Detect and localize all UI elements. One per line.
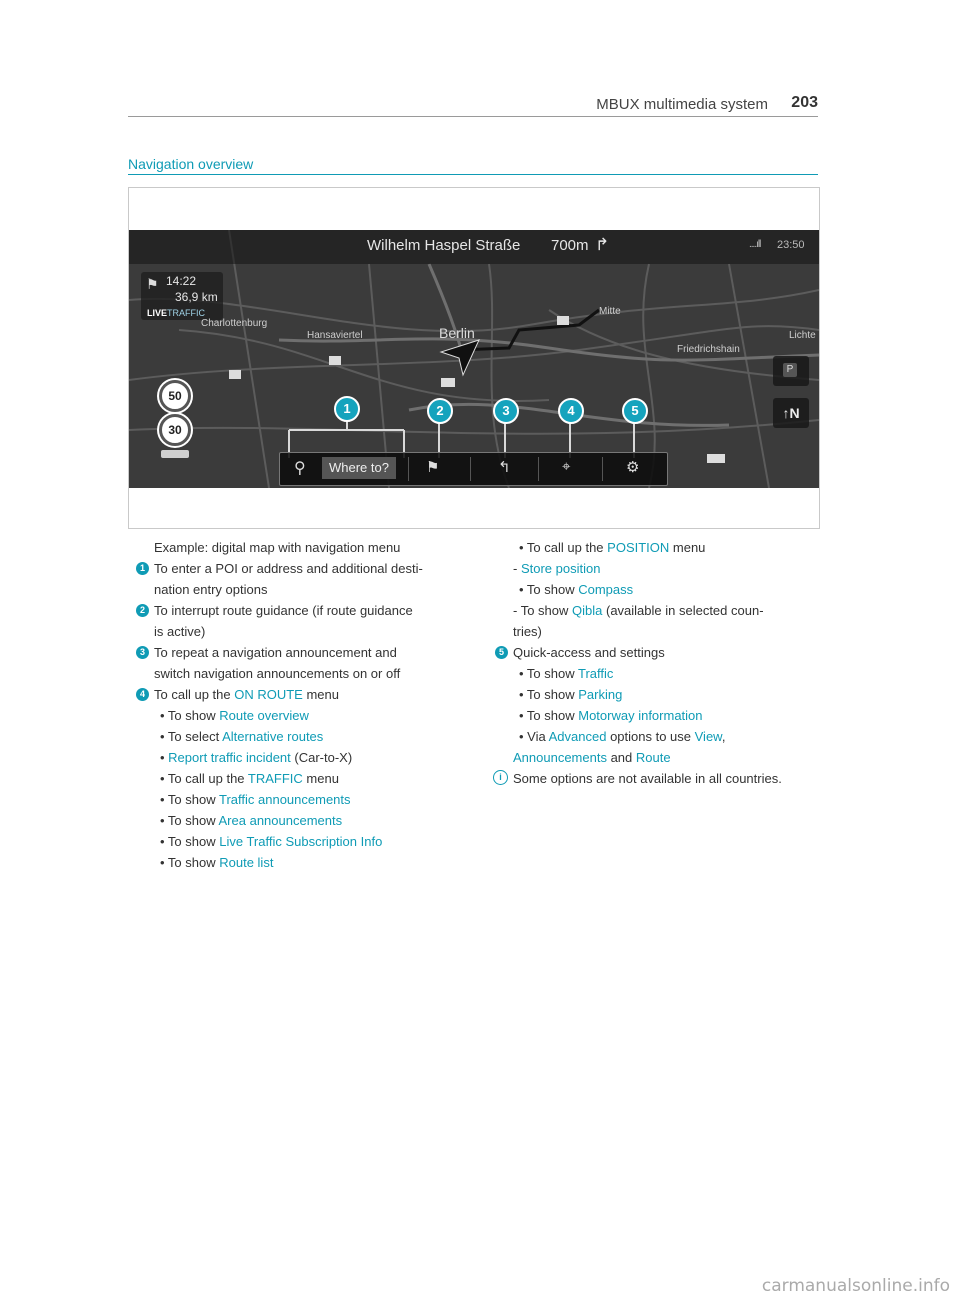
- eta-time: 14:22: [166, 274, 197, 288]
- note: [499, 768, 782, 789]
- search-icon[interactable]: ⚲: [294, 460, 306, 477]
- sub-item: [154, 726, 423, 747]
- sub-item: [154, 747, 423, 768]
- sub-item: [513, 663, 782, 684]
- sub-text: • To show: [160, 855, 220, 870]
- section-rule: [128, 174, 818, 175]
- item-text-cont: nation entry options: [154, 582, 268, 597]
- callout-3: 3: [493, 398, 519, 424]
- eta-panel: [141, 272, 223, 320]
- sub-text: • Via: [519, 729, 549, 744]
- sub-text: options to use: [606, 729, 695, 744]
- signal-strength-icon: ....ıll: [749, 239, 761, 250]
- watermark: carmanualsonline.info: [761, 1276, 950, 1296]
- menu-reference: POSITION: [607, 540, 670, 555]
- settings-gear-icon[interactable]: ⚙: [626, 459, 640, 476]
- item-number: 1: [136, 562, 149, 575]
- navigation-menu-bar: [279, 452, 668, 486]
- list-item: [139, 600, 423, 621]
- left-column: [139, 537, 423, 873]
- speed-limit-sign: 50: [159, 380, 191, 412]
- where-to-button[interactable]: Where to?: [322, 457, 396, 479]
- live-prefix: LIVE: [147, 308, 168, 318]
- parking-button[interactable]: [773, 356, 809, 386]
- live-suffix: TRAFFIC: [167, 308, 206, 318]
- repeat-announcement-icon[interactable]: ↰: [498, 459, 511, 476]
- sub-item: [513, 747, 782, 768]
- sub-text: • To call up the: [160, 771, 248, 786]
- sub-item: [154, 789, 423, 810]
- menu-reference: Area announcements: [218, 813, 343, 828]
- list-item: [139, 684, 423, 705]
- page-number: 203: [791, 94, 818, 111]
- menu-reference: Qibla: [572, 603, 603, 618]
- callout-1: 1: [334, 396, 360, 422]
- callout-5: 5: [622, 398, 648, 424]
- sub-text: • To show: [160, 792, 219, 807]
- menu-reference: TRAFFIC: [247, 771, 303, 786]
- sub-text: • To show: [519, 666, 578, 681]
- sub-text: • To show: [160, 708, 220, 723]
- position-pin-icon[interactable]: ⌖: [562, 458, 571, 475]
- callout-2: 2: [427, 398, 453, 424]
- sub-text-cont: tries): [513, 624, 542, 639]
- sub-text: • To select: [160, 729, 223, 744]
- menu-divider: [538, 457, 539, 481]
- header-rule: [128, 116, 818, 117]
- right-column: [498, 537, 782, 789]
- sub-item: [513, 579, 782, 600]
- note-text: Some options are not available in all countries.: [513, 771, 782, 786]
- item-text: To interrupt route guidance (if route guidance: [154, 603, 413, 618]
- menu-reference: Compass: [578, 582, 634, 597]
- sub-text: menu: [302, 771, 339, 786]
- item-text-cont: switch navigation announcements on or off: [154, 666, 401, 681]
- section-title: Navigation overview: [128, 156, 254, 172]
- menu-reference: Route list: [219, 855, 274, 870]
- map-label-charlottenburg: Charlottenburg: [201, 318, 268, 329]
- sub-item: [513, 726, 782, 747]
- sub-item: [513, 558, 782, 579]
- sub-text: • To show: [519, 582, 579, 597]
- item-number: 5: [495, 646, 508, 659]
- speed-camera-icon: [161, 450, 189, 458]
- sub-text: - To show: [513, 603, 573, 618]
- sub-text: (Car-to-X): [290, 750, 353, 765]
- sub-text: • To show: [160, 834, 220, 849]
- sub-text: menu: [669, 540, 706, 555]
- menu-divider: [408, 457, 409, 481]
- sub-text: • To show: [519, 687, 579, 702]
- menu-reference: Advanced: [548, 729, 607, 744]
- map-label-lichte: Lichte: [789, 330, 816, 341]
- item-text: Quick-access and settings: [513, 645, 665, 660]
- live-traffic-badge: [147, 308, 205, 318]
- list-item: [139, 642, 423, 663]
- sub-item: [513, 600, 782, 621]
- item-text: To enter a POI or address and additional desti-: [154, 561, 423, 576]
- map-label-berlin: Berlin: [439, 325, 475, 341]
- item-number: 2: [136, 604, 149, 617]
- maneuver-distance: 700m: [551, 237, 589, 254]
- sub-text: and: [606, 750, 636, 765]
- menu-reference: Route: [635, 750, 671, 765]
- menu-reference: Traffic announcements: [219, 792, 351, 807]
- menu-reference: Parking: [578, 687, 623, 702]
- sub-item: [154, 852, 423, 873]
- figure-caption: Example: digital map with navigation menu: [154, 540, 401, 555]
- list-item: [139, 558, 423, 579]
- map-orientation-button[interactable]: ↑N: [773, 398, 809, 428]
- map-roads: [129, 230, 819, 488]
- menu-reference: Report traffic incident: [168, 750, 291, 765]
- info-icon: i: [493, 770, 508, 785]
- sub-item: [154, 705, 423, 726]
- menu-reference: Announcements: [513, 750, 607, 765]
- sub-item: [513, 537, 782, 558]
- sub-item: [513, 705, 782, 726]
- menu-reference: ON ROUTE: [234, 687, 303, 702]
- sub-text: (available in selected coun-: [602, 603, 764, 618]
- street-name: Wilhelm Haspel Straße: [367, 237, 521, 254]
- clock: 23:50: [777, 239, 805, 251]
- menu-divider: [602, 457, 603, 481]
- parking-icon: P: [783, 363, 797, 377]
- menu-reference: View: [694, 729, 722, 744]
- sub-text: • To show: [160, 813, 219, 828]
- sub-item: [154, 831, 423, 852]
- sub-item: [154, 810, 423, 831]
- sub-text: • To show: [519, 708, 579, 723]
- map-figure: [128, 187, 820, 529]
- guidance-bar: [129, 230, 819, 264]
- header-title: MBUX multimedia system: [596, 96, 768, 113]
- sub-text: -: [513, 561, 521, 576]
- sub-text: • To call up the: [519, 540, 608, 555]
- item-text: menu: [302, 687, 339, 702]
- eta-distance: 36,9 km: [175, 290, 218, 304]
- destination-flag-icon: ⚑: [146, 276, 159, 292]
- list-item: [498, 642, 782, 663]
- menu-reference: Traffic: [578, 666, 614, 681]
- map-label-mitte: Mitte: [599, 306, 621, 317]
- item-number: 4: [136, 688, 149, 701]
- menu-reference: Route overview: [219, 708, 309, 723]
- map-label-friedrichshain: Friedrichshain: [677, 344, 740, 355]
- map-screen: [129, 230, 819, 488]
- menu-reference: Motorway information: [578, 708, 703, 723]
- item-text-cont: is active): [154, 624, 206, 639]
- sub-item: [154, 768, 423, 789]
- menu-divider: [470, 457, 471, 481]
- menu-reference: Alternative routes: [222, 729, 324, 744]
- sub-text: •: [160, 750, 169, 765]
- item-text: To call up the: [154, 687, 235, 702]
- item-text: To repeat a navigation announcement and: [154, 645, 397, 660]
- speed-limit-sign: 30: [159, 414, 191, 446]
- item-number: 3: [136, 646, 149, 659]
- turn-right-arrow-icon: ↱: [595, 235, 610, 254]
- menu-reference: Live Traffic Subscription Info: [219, 834, 383, 849]
- map-label-hansaviertel: Hansaviertel: [307, 330, 363, 341]
- callout-4: 4: [558, 398, 584, 424]
- sub-item: [513, 684, 782, 705]
- sub-text: ,: [721, 729, 726, 744]
- menu-reference: Store position: [520, 561, 601, 576]
- stop-guidance-flag-icon[interactable]: ⚑: [426, 459, 440, 476]
